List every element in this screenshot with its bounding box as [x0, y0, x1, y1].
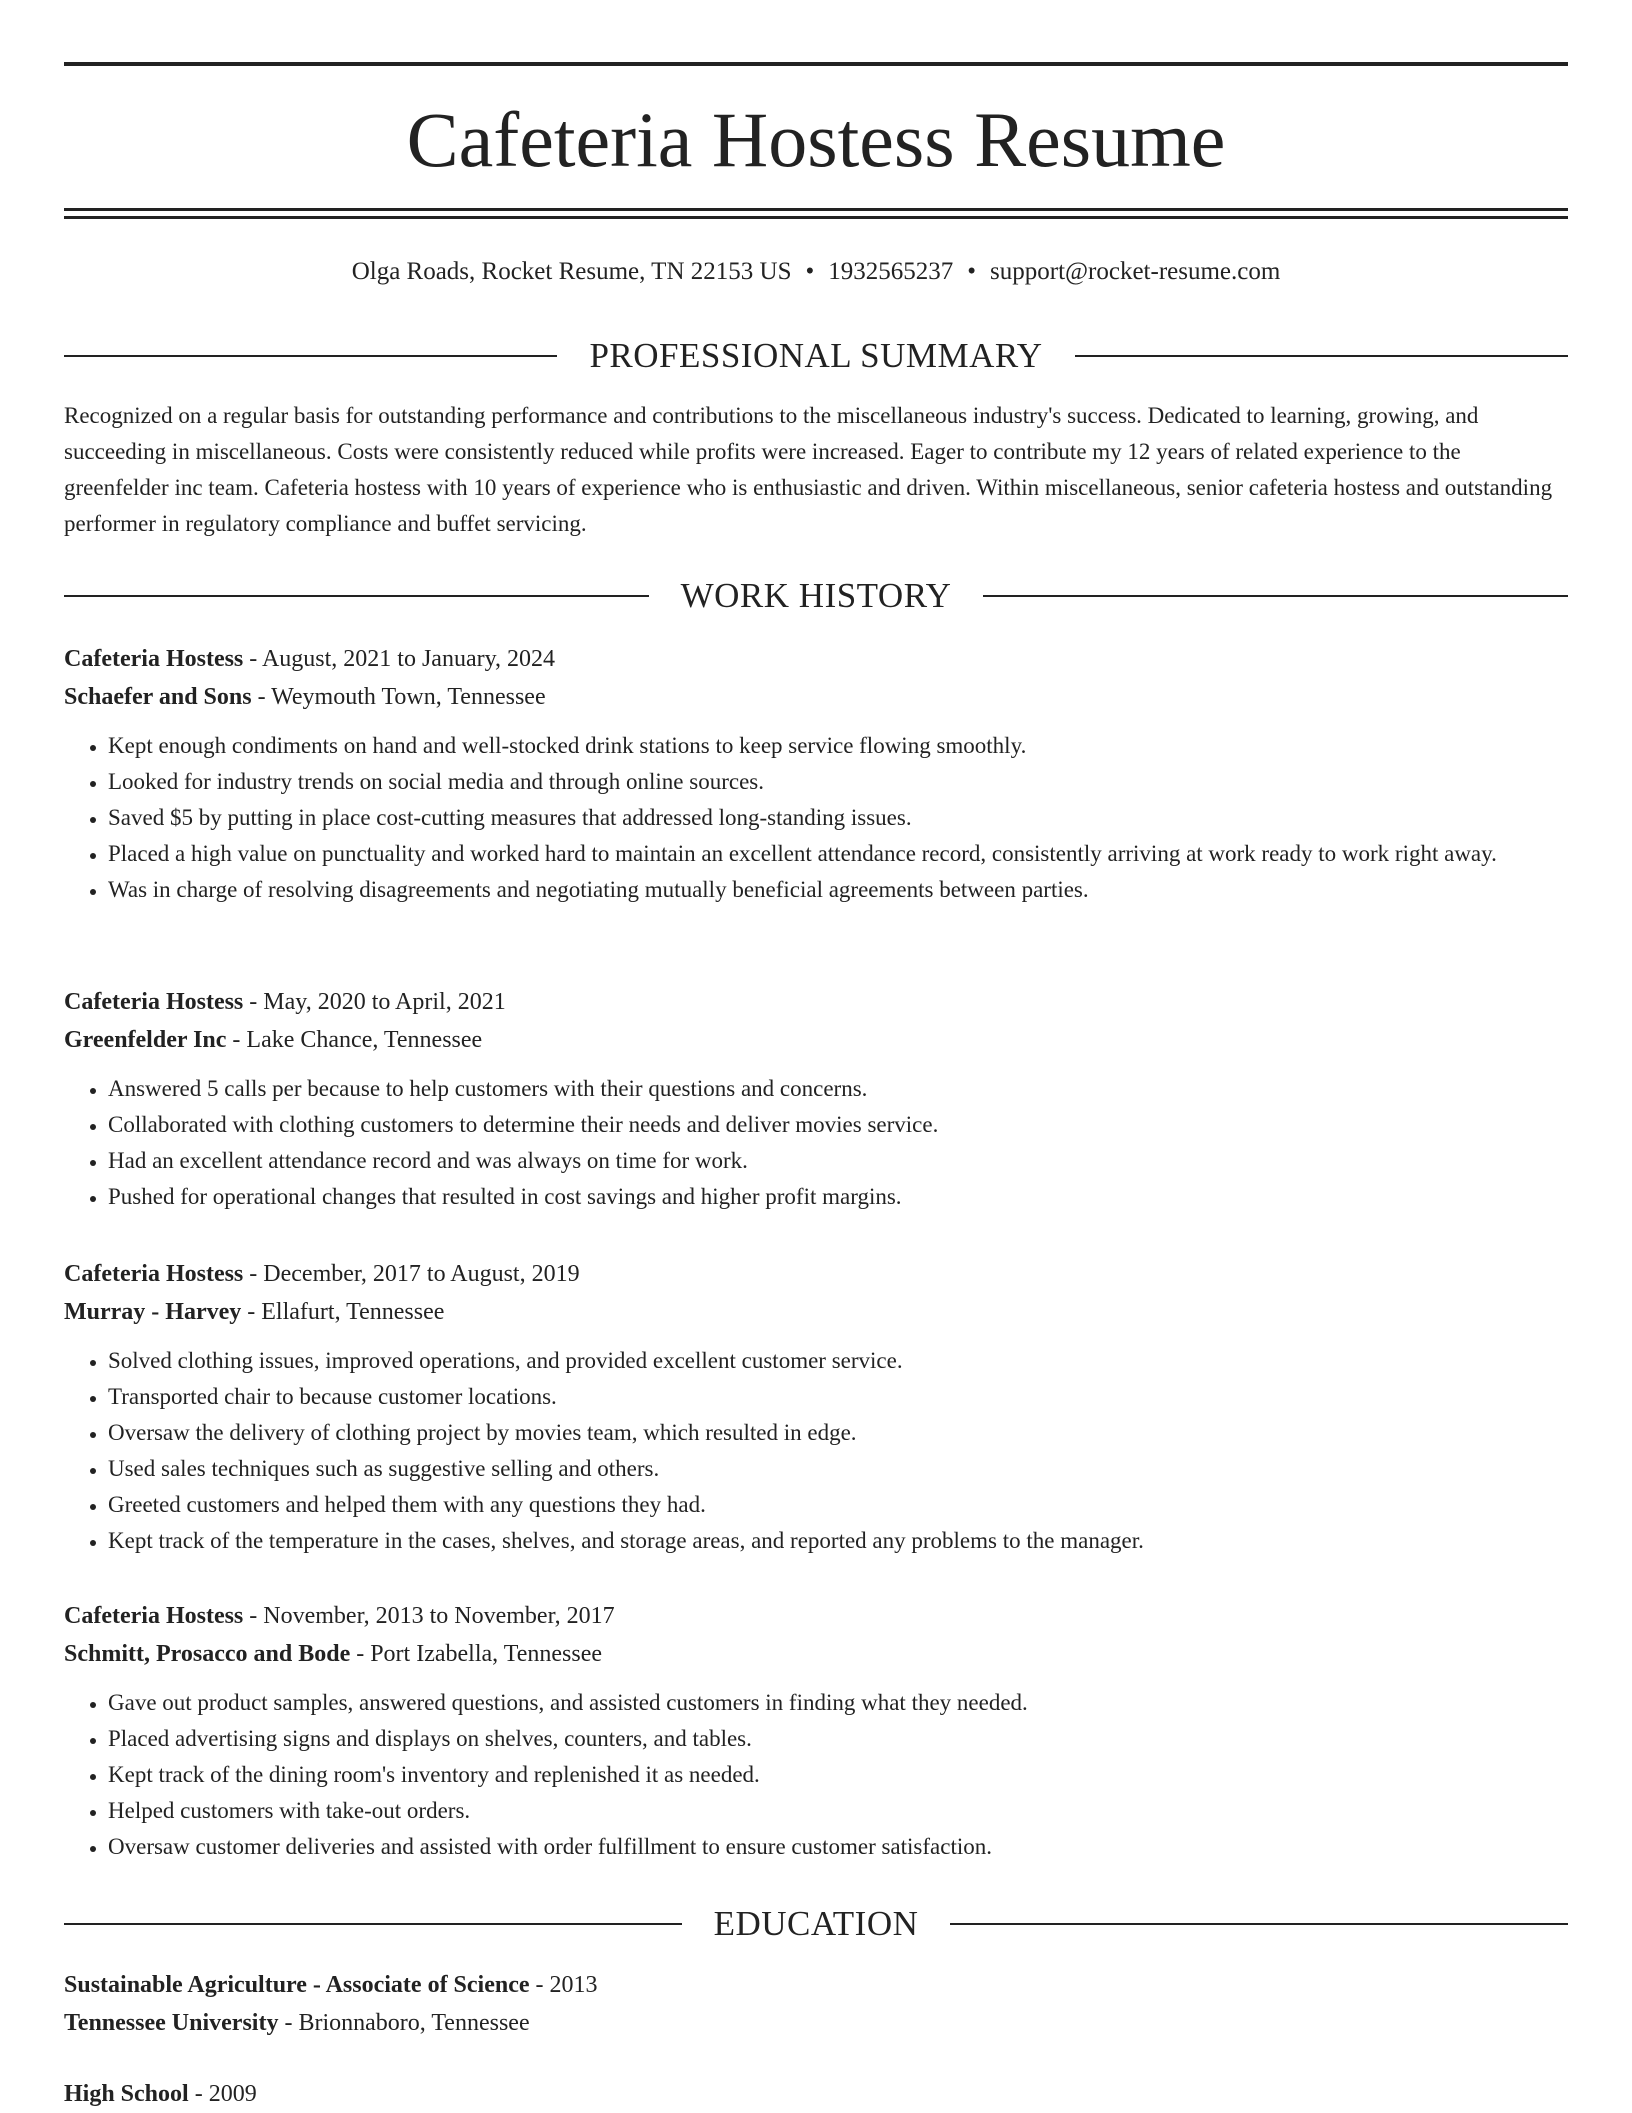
job-bullets [64, 1343, 1568, 1559]
job-company: Murray - Harvey [64, 1299, 242, 1325]
job-entry [64, 640, 1568, 908]
job-company: Greenfelder Inc [64, 1027, 227, 1053]
list-item: • Greeted customers and helped them with any questions they had. [108, 1487, 1568, 1523]
job-location: - Port Izabella, Tennessee [350, 1641, 602, 1667]
list-item: • Kept enough condiments on hand and well-stocked drink stations to keep service flowing smoothly. [108, 728, 1568, 764]
job-entry [64, 1255, 1568, 1559]
list-item: • Used sales techniques such as suggestive selling and others. [108, 1451, 1568, 1487]
list-item: • Kept track of the temperature in the cases, shelves, and storage areas, and reported any problems to the manager. [108, 1523, 1568, 1559]
resume-title: Cafeteria Hostess Resume [406, 96, 1226, 183]
section-title-work: WORK HISTORY [680, 576, 952, 615]
job-title: Cafeteria Hostess [64, 1261, 244, 1287]
section-rule-left [64, 1923, 682, 1925]
job-title-line [64, 640, 1568, 678]
job-company-line [64, 1293, 1568, 1331]
top-rule [64, 62, 1568, 66]
list-item: • Had an excellent attendance record and was always on time for work. [108, 1143, 1568, 1179]
title-rule-upper [64, 208, 1568, 211]
summary-text: Recognized on a regular basis for outstanding performance and contributions to the miscellaneous industry's success. Dedicated to learning, growing, and succeeding in miscellaneous. Costs were consistently reduced while profits were increased. Eager to contribute my 12 years of related experience to the greenfelder inc team. Cafeteria hostess with 10 years of experience who is enthusiastic and driven. Within miscellaneous, senior cafeteria hostess and outstanding performer in regulatory compliance and buffet servicing. [64, 403, 1553, 536]
education-school-line [64, 2004, 1568, 2042]
section-header-education [64, 1902, 1568, 1946]
section-rule-right [983, 595, 1568, 597]
list-item: • Collaborated with clothing customers to determine their needs and deliver movies service. [108, 1107, 1568, 1143]
title-rule-lower [64, 216, 1568, 219]
list-item: • Answered 5 calls per because to help customers with their questions and concerns. [108, 1071, 1568, 1107]
job-location: - Ellafurt, Tennessee [241, 1299, 445, 1325]
list-item: • Helped customers with take-out orders. [108, 1793, 1568, 1829]
job-bullets [64, 728, 1568, 908]
list-item: • Looked for industry trends on social media and through online sources. [108, 764, 1568, 800]
education-degree: Sustainable Agriculture - Associate of Science [64, 1972, 530, 1998]
list-item: • Gave out product samples, answered questions, and assisted customers in finding what they needed. [108, 1685, 1568, 1721]
education-entry [64, 2075, 1568, 2113]
education-degree: High School [64, 2081, 189, 2107]
job-title-line [64, 1597, 1568, 1635]
education-entry [64, 1966, 1568, 2042]
job-title: Cafeteria Hostess [64, 1603, 244, 1629]
job-location: - Lake Chance, Tennessee [226, 1027, 483, 1053]
section-title-education: EDUCATION [713, 1904, 919, 1943]
job-dates: - November, 2013 to November, 2017 [243, 1603, 615, 1629]
education-school: Tennessee University [64, 2010, 279, 2036]
contact-line [64, 254, 1568, 290]
section-rule-right [950, 1923, 1568, 1925]
section-rule-right [1075, 355, 1568, 357]
education-location: - Brionnaboro, Tennessee [278, 2010, 530, 2036]
contact-email: support@rocket-resume.com [990, 258, 1281, 285]
contact-separator: • [805, 258, 815, 285]
job-company-line [64, 1635, 1568, 1673]
list-item: • Kept track of the dining room's inventory and replenished it as needed. [108, 1757, 1568, 1793]
section-header-summary [64, 334, 1568, 378]
job-entry [64, 1597, 1568, 1865]
list-item: • Solved clothing issues, improved operations, and provided excellent customer service. [108, 1343, 1568, 1379]
list-item: • Transported chair to because customer locations. [108, 1379, 1568, 1415]
job-title-line [64, 983, 1568, 1021]
list-item: • Was in charge of resolving disagreements and negotiating mutually beneficial agreements between parties. [108, 872, 1568, 908]
section-header-work [64, 574, 1568, 618]
section-rule-left [64, 595, 649, 597]
job-company: Schmitt, Prosacco and Bode [64, 1641, 351, 1667]
job-company: Schaefer and Sons [64, 684, 252, 710]
job-dates: - December, 2017 to August, 2019 [243, 1261, 580, 1287]
education-year: - 2013 [529, 1972, 598, 1998]
job-title: Cafeteria Hostess [64, 989, 244, 1015]
education-degree-line [64, 2075, 1568, 2113]
contact-separator: • [967, 258, 977, 285]
job-dates: - May, 2020 to April, 2021 [243, 989, 506, 1015]
job-company-line [64, 678, 1568, 716]
list-item: • Saved $5 by putting in place cost-cutting measures that addressed long-standing issues. [108, 800, 1568, 836]
job-entry [64, 983, 1568, 1215]
job-title: Cafeteria Hostess [64, 646, 244, 672]
job-bullets [64, 1685, 1568, 1865]
job-dates: - August, 2021 to January, 2024 [243, 646, 556, 672]
section-title-summary: PROFESSIONAL SUMMARY [589, 336, 1043, 375]
contact-address: Olga Roads, Rocket Resume, TN 22153 US [351, 258, 792, 285]
contact-phone: 1932565237 [828, 258, 954, 285]
job-bullets [64, 1071, 1568, 1215]
list-item: • Placed advertising signs and displays on shelves, counters, and tables. [108, 1721, 1568, 1757]
list-item: • Oversaw the delivery of clothing project by movies team, which resulted in edge. [108, 1415, 1568, 1451]
education-degree-line [64, 1966, 1568, 2004]
job-location: - Weymouth Town, Tennessee [251, 684, 546, 710]
list-item: • Oversaw customer deliveries and assisted with order fulfillment to ensure customer satisfaction. [108, 1829, 1568, 1865]
job-company-line [64, 1021, 1568, 1059]
section-rule-left [64, 355, 557, 357]
education-year: - 2009 [188, 2081, 257, 2107]
list-item: • Placed a high value on punctuality and worked hard to maintain an excellent attendance record, consistently arriving at work ready to work right away. [108, 836, 1568, 872]
list-item: • Pushed for operational changes that resulted in cost savings and higher profit margins. [108, 1179, 1568, 1215]
job-title-line [64, 1255, 1568, 1293]
